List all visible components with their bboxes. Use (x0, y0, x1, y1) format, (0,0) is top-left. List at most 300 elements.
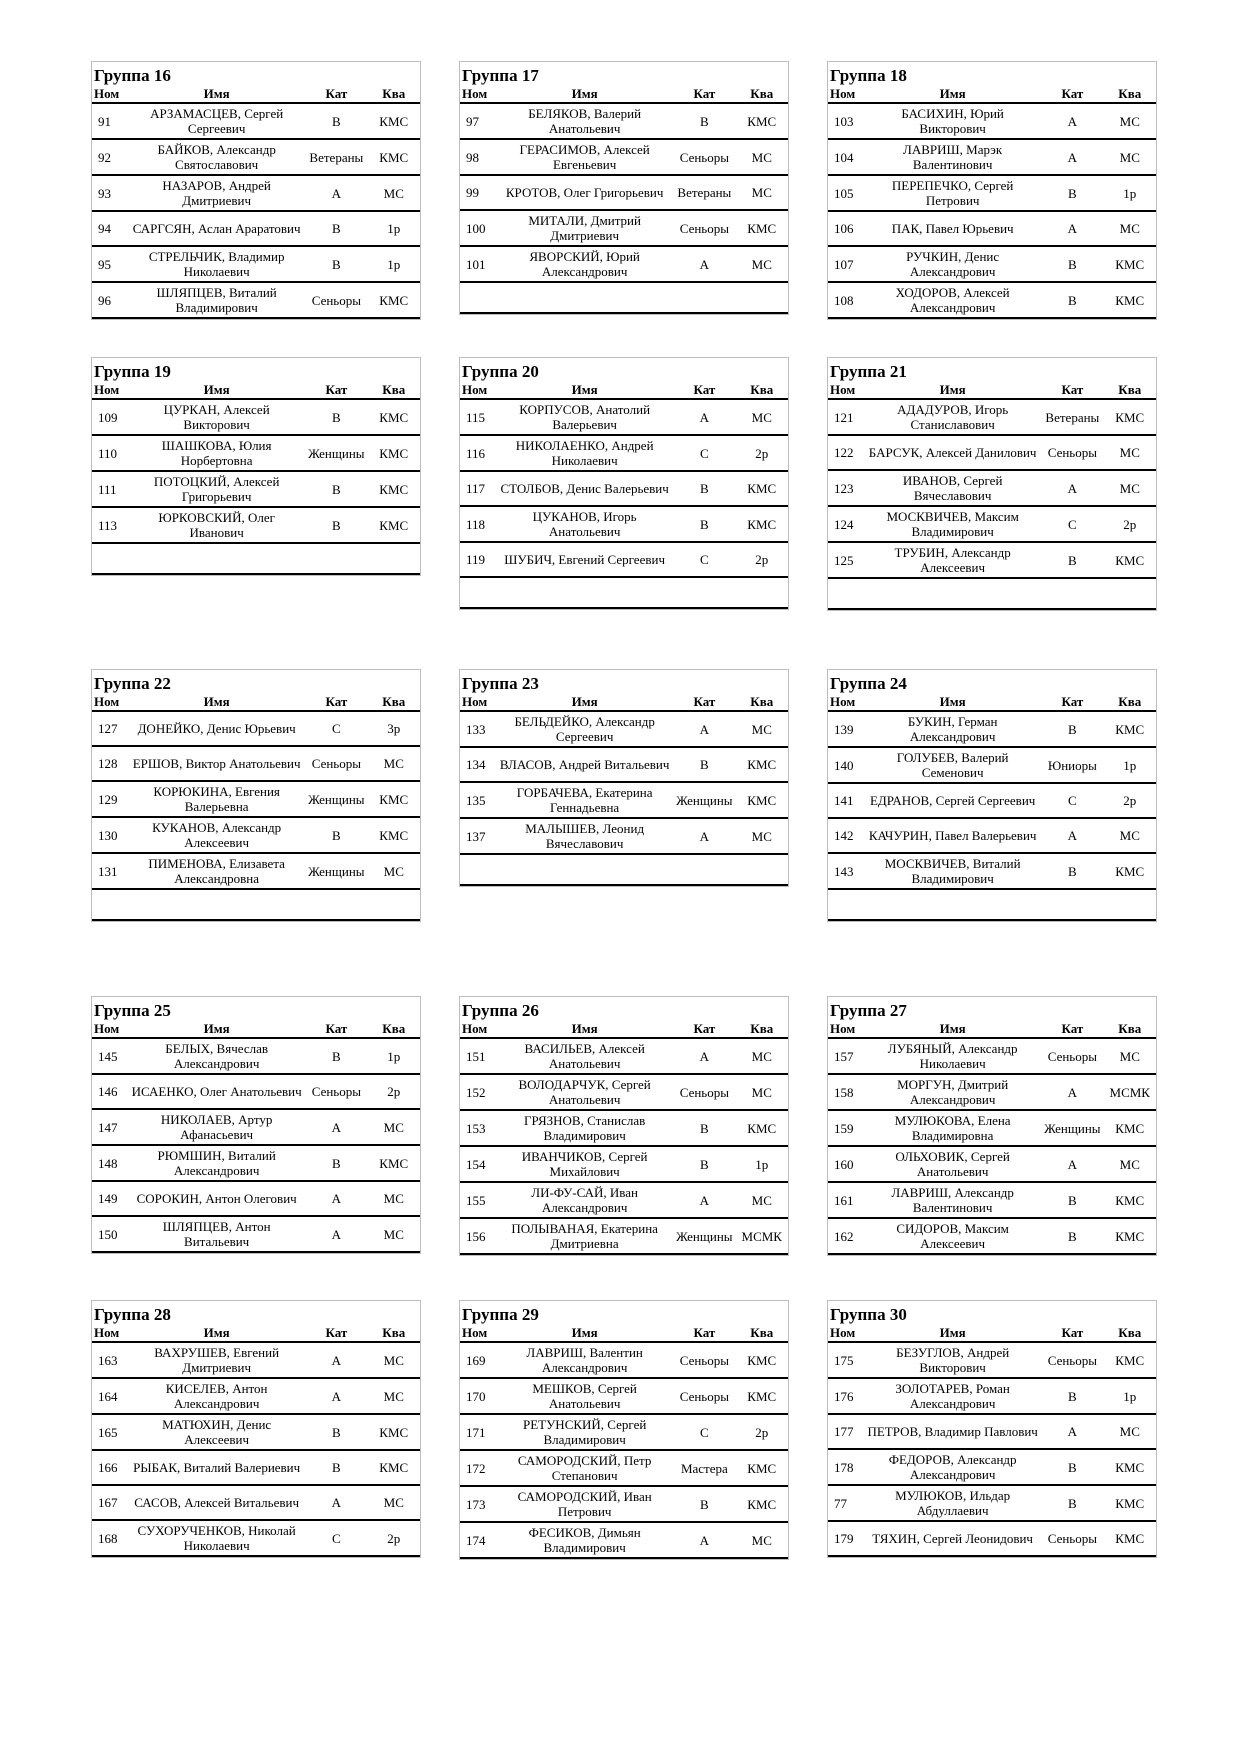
table-row (92, 282, 420, 318)
table-row (828, 853, 1156, 889)
cell-qualification: КМС (1104, 282, 1156, 318)
participants-table (92, 1021, 420, 1253)
cell-category: C (1041, 783, 1103, 818)
cell-num: 105 (828, 175, 864, 211)
cell-name: АДАДУРОВ, Игорь Станиславович (864, 399, 1041, 435)
cell-name: БАЙКОВ, Александр Святославович (128, 139, 305, 175)
cell-name: ОЛЬХОВИК, Сергей Анатольевич (864, 1146, 1041, 1182)
column-header-qual: Ква (368, 1325, 420, 1342)
cell-name: САМОРОДСКИЙ, Петр Степанович (496, 1450, 673, 1486)
cell-qualification: МС (368, 1181, 420, 1216)
cell-qualification: МС (368, 1216, 420, 1252)
column-header-qual: Ква (736, 1325, 788, 1342)
cell-num: 134 (460, 747, 496, 782)
cell-name: БАРСУК, Алексей Данилович (864, 435, 1041, 470)
cell-category: Ветераны (673, 175, 735, 210)
cell-qualification: МС (1104, 818, 1156, 853)
cell-num: 173 (460, 1486, 496, 1522)
table-row (828, 1146, 1156, 1182)
cell-category: A (1041, 1146, 1103, 1182)
empty-cell (92, 543, 420, 574)
cell-name: ЛАВРИШ, Александр Валентинович (864, 1182, 1041, 1218)
cell-num: 93 (92, 175, 128, 211)
table-header-row (92, 1325, 420, 1342)
cell-qualification: МС (736, 139, 788, 175)
group-title: Группа 28 (94, 1305, 171, 1324)
table-row (828, 1038, 1156, 1074)
cell-num: 91 (92, 103, 128, 139)
cell-name: ГОЛУБЕВ, Валерий Семенович (864, 747, 1041, 783)
cell-name: ДОНЕЙКО, Денис Юрьевич (128, 711, 305, 746)
group-card (827, 357, 1157, 611)
cell-num: 153 (460, 1110, 496, 1146)
cell-name: БАСИХИН, Юрий Викторович (864, 103, 1041, 139)
table-row (460, 1182, 788, 1218)
cell-num: 124 (828, 506, 864, 542)
cell-category: Сеньоры (673, 139, 735, 175)
column-header-qual: Ква (736, 694, 788, 711)
cell-category: Сеньоры (1041, 1038, 1103, 1074)
table-row (92, 781, 420, 817)
cell-name: ПЕТРОВ, Владимир Павлович (864, 1414, 1041, 1449)
cell-num: 133 (460, 711, 496, 747)
table-row (828, 1521, 1156, 1556)
cell-qualification: КМС (1104, 1449, 1156, 1485)
table-row (460, 471, 788, 506)
cell-name: НИКОЛАЕНКО, Андрей Николаевич (496, 435, 673, 471)
participants-table (460, 694, 788, 886)
cell-name: ГЕРАСИМОВ, Алексей Евгеньевич (496, 139, 673, 175)
group-card (91, 996, 421, 1254)
group-card (827, 669, 1157, 922)
cell-qualification: КМС (736, 1486, 788, 1522)
group-card (459, 1300, 789, 1560)
cell-category: A (305, 1181, 367, 1216)
cell-qualification: 2р (368, 1520, 420, 1556)
cell-category: Сеньоры (673, 1342, 735, 1378)
table-row (828, 1378, 1156, 1414)
cell-qualification: МС (1104, 1414, 1156, 1449)
cell-name: КОРПУСОВ, Анатолий Валерьевич (496, 399, 673, 435)
cell-qualification: 1р (368, 1038, 420, 1074)
column-header-name: Имя (864, 694, 1041, 711)
cell-name: ЯВОРСКИЙ, Юрий Александрович (496, 246, 673, 282)
cell-num: 103 (828, 103, 864, 139)
cell-num: 164 (92, 1378, 128, 1414)
cell-num: 149 (92, 1181, 128, 1216)
cell-category: B (1041, 1485, 1103, 1521)
cell-name: ЛИ-ФУ-САЙ, Иван Александрович (496, 1182, 673, 1218)
group-title: Группа 17 (462, 66, 539, 85)
cell-category: A (1041, 1414, 1103, 1449)
table-row (828, 711, 1156, 747)
cell-num: 158 (828, 1074, 864, 1110)
cell-num: 96 (92, 282, 128, 318)
cell-name: ПОТОЦКИЙ, Алексей Григорьевич (128, 471, 305, 507)
table-row (460, 139, 788, 175)
cell-qualification: КМС (736, 782, 788, 818)
table-row (460, 1218, 788, 1254)
cell-name: РЕТУНСКИЙ, Сергей Владимирович (496, 1414, 673, 1450)
cell-category: B (1041, 246, 1103, 282)
cell-qualification: МС (368, 1485, 420, 1520)
table-header-row (828, 1325, 1156, 1342)
column-header-qual: Ква (368, 1021, 420, 1038)
group-title: Группа 23 (462, 674, 539, 693)
table-row (92, 1450, 420, 1485)
table-header-row (460, 1021, 788, 1038)
group-card (459, 669, 789, 887)
group-card (459, 996, 789, 1256)
column-header-cat: Кат (673, 1325, 735, 1342)
column-header-num: Ном (828, 382, 864, 399)
cell-qualification: 1р (368, 246, 420, 282)
cell-num: 97 (460, 103, 496, 139)
column-header-cat: Кат (305, 1021, 367, 1038)
table-header-row (92, 1021, 420, 1038)
table-row (460, 1450, 788, 1486)
cell-category: A (673, 399, 735, 435)
cell-num: 161 (828, 1182, 864, 1218)
table-row (92, 1342, 420, 1378)
table-row (828, 747, 1156, 783)
table-row (460, 1038, 788, 1074)
cell-category: A (1041, 470, 1103, 506)
table-row (460, 1486, 788, 1522)
table-row (828, 139, 1156, 175)
cell-category: A (1041, 103, 1103, 139)
cell-qualification: КМС (368, 817, 420, 853)
cell-category: A (673, 711, 735, 747)
cell-category: Сеньоры (673, 1378, 735, 1414)
column-header-cat: Кат (673, 1021, 735, 1038)
cell-name: МОСКВИЧЕВ, Виталий Владимирович (864, 853, 1041, 889)
cell-name: ИВАНОВ, Сергей Вячеславович (864, 470, 1041, 506)
cell-category: A (305, 1109, 367, 1145)
column-header-qual: Ква (736, 382, 788, 399)
table-row (92, 1414, 420, 1450)
cell-num: 169 (460, 1342, 496, 1378)
cell-num: 130 (92, 817, 128, 853)
cell-num: 111 (92, 471, 128, 507)
cell-category: A (1041, 1074, 1103, 1110)
column-header-name: Имя (128, 694, 305, 711)
cell-category: B (1041, 542, 1103, 578)
cell-category: A (673, 1038, 735, 1074)
cell-qualification: КМС (368, 435, 420, 471)
participants-table (460, 1325, 788, 1559)
cell-category: Сеньоры (305, 746, 367, 781)
empty-row (460, 854, 788, 885)
table-row (828, 542, 1156, 578)
table-header-row (92, 382, 420, 399)
cell-name: РЮМШИН, Виталий Александрович (128, 1145, 305, 1181)
cell-qualification: КМС (736, 210, 788, 246)
table-row (92, 853, 420, 889)
cell-qualification: КМС (1104, 1342, 1156, 1378)
cell-category: Женщины (305, 781, 367, 817)
cell-num: 156 (460, 1218, 496, 1254)
column-header-cat: Кат (1041, 382, 1103, 399)
cell-category: A (673, 1522, 735, 1558)
cell-category: A (305, 1485, 367, 1520)
cell-name: ГОРБАЧЕВА, Екатерина Геннадьевна (496, 782, 673, 818)
cell-category: A (305, 1216, 367, 1252)
cell-qualification: МС (736, 246, 788, 282)
group-title: Группа 24 (830, 674, 907, 693)
column-header-name: Имя (128, 382, 305, 399)
cell-qualification: МС (368, 1342, 420, 1378)
group-card (459, 357, 789, 610)
group-card (827, 61, 1157, 320)
table-row (92, 1074, 420, 1109)
cell-name: НИКОЛАЕВ, Артур Афанасьевич (128, 1109, 305, 1145)
table-row (460, 1378, 788, 1414)
cell-category: Ветераны (1041, 399, 1103, 435)
cell-category: B (305, 507, 367, 543)
table-row (828, 1182, 1156, 1218)
cell-category: C (1041, 506, 1103, 542)
cell-qualification: КМС (368, 1450, 420, 1485)
cell-num: 155 (460, 1182, 496, 1218)
cell-qualification: МС (368, 1378, 420, 1414)
cell-qualification: МС (736, 1522, 788, 1558)
cell-num: 139 (828, 711, 864, 747)
cell-name: ЛУБЯНЫЙ, Александр Николаевич (864, 1038, 1041, 1074)
table-row (92, 1485, 420, 1520)
cell-category: Сеньоры (673, 210, 735, 246)
cell-num: 98 (460, 139, 496, 175)
table-row (92, 246, 420, 282)
cell-qualification: КМС (1104, 853, 1156, 889)
table-row (92, 1216, 420, 1252)
column-header-num: Ном (92, 1325, 128, 1342)
table-header-row (92, 86, 420, 103)
table-row (92, 507, 420, 543)
table-row (828, 435, 1156, 470)
table-header-row (460, 382, 788, 399)
cell-category: B (673, 1110, 735, 1146)
cell-name: ЦУРКАН, Алексей Викторович (128, 399, 305, 435)
cell-name: КАЧУРИН, Павел Валерьевич (864, 818, 1041, 853)
cell-category: Сеньоры (305, 282, 367, 318)
column-header-num: Ном (92, 86, 128, 103)
cell-name: ЕДРАНОВ, Сергей Сергеевич (864, 783, 1041, 818)
cell-qualification: КМС (736, 103, 788, 139)
table-row (92, 1181, 420, 1216)
table-row (460, 711, 788, 747)
cell-category: Женщины (1041, 1110, 1103, 1146)
cell-qualification: КМС (368, 471, 420, 507)
cell-num: 109 (92, 399, 128, 435)
empty-row (92, 543, 420, 574)
cell-num: 108 (828, 282, 864, 318)
cell-name: РЫБАК, Виталий Валериевич (128, 1450, 305, 1485)
cell-category: B (305, 211, 367, 246)
group-title: Группа 20 (462, 362, 539, 381)
participants-table (828, 1021, 1156, 1255)
table-row (92, 1145, 420, 1181)
cell-name: СТОЛБОВ, Денис Валерьевич (496, 471, 673, 506)
table-row (828, 1414, 1156, 1449)
cell-name: СОРОКИН, Антон Олегович (128, 1181, 305, 1216)
cell-qualification: МС (736, 399, 788, 435)
cell-category: B (305, 817, 367, 853)
cell-category: B (305, 1145, 367, 1181)
cell-category: Сеньоры (1041, 1342, 1103, 1378)
cell-num: 101 (460, 246, 496, 282)
cell-num: 167 (92, 1485, 128, 1520)
group-title: Группа 18 (830, 66, 907, 85)
cell-num: 77 (828, 1485, 864, 1521)
cell-qualification: 2р (736, 542, 788, 577)
column-header-num: Ном (828, 1021, 864, 1038)
cell-num: 104 (828, 139, 864, 175)
cell-name: МУЛЮКОВ, Ильдар Абдуллаевич (864, 1485, 1041, 1521)
column-header-qual: Ква (1104, 382, 1156, 399)
cell-category: A (673, 818, 735, 854)
participants-table (828, 382, 1156, 610)
table-row (460, 1342, 788, 1378)
table-row (92, 1109, 420, 1145)
cell-qualification: 1р (1104, 1378, 1156, 1414)
cell-category: B (1041, 1449, 1103, 1485)
cell-category: B (305, 1038, 367, 1074)
participants-table (92, 1325, 420, 1557)
table-row (92, 211, 420, 246)
cell-category: B (1041, 1378, 1103, 1414)
column-header-num: Ном (460, 1021, 496, 1038)
column-header-cat: Кат (1041, 1325, 1103, 1342)
column-header-name: Имя (128, 1021, 305, 1038)
cell-name: ПАК, Павел Юрьевич (864, 211, 1041, 246)
table-row (828, 1342, 1156, 1378)
cell-name: ШЛЯПЦЕВ, Виталий Владимирович (128, 282, 305, 318)
cell-category: B (1041, 1182, 1103, 1218)
cell-qualification: МС (368, 853, 420, 889)
table-row (92, 1378, 420, 1414)
column-header-qual: Ква (368, 694, 420, 711)
column-header-cat: Кат (673, 694, 735, 711)
cell-qualification: КМС (368, 399, 420, 435)
cell-name: МОРГУН, Дмитрий Александрович (864, 1074, 1041, 1110)
participants-table (828, 86, 1156, 319)
cell-name: ТРУБИН, Александр Алексеевич (864, 542, 1041, 578)
participants-table (828, 1325, 1156, 1557)
cell-category: B (1041, 1218, 1103, 1254)
cell-name: САМОРОДСКИЙ, Иван Петрович (496, 1486, 673, 1522)
column-header-name: Имя (496, 1021, 673, 1038)
cell-num: 152 (460, 1074, 496, 1110)
cell-qualification: 1р (736, 1146, 788, 1182)
table-row (828, 282, 1156, 318)
table-header-row (92, 694, 420, 711)
cell-num: 131 (92, 853, 128, 889)
cell-qualification: КМС (1104, 1521, 1156, 1556)
table-row (460, 506, 788, 542)
cell-name: ИСАЕНКО, Олег Анатольевич (128, 1074, 305, 1109)
cell-name: МУЛЮКОВА, Елена Владимировна (864, 1110, 1041, 1146)
cell-num: 170 (460, 1378, 496, 1414)
cell-num: 95 (92, 246, 128, 282)
cell-name: ШЛЯПЦЕВ, Антон Витальевич (128, 1216, 305, 1252)
table-header-row (460, 86, 788, 103)
cell-category: Женщины (305, 435, 367, 471)
cell-qualification: МС (736, 1182, 788, 1218)
table-row (828, 103, 1156, 139)
table-row (828, 399, 1156, 435)
cell-category: B (305, 399, 367, 435)
group-title: Группа 21 (830, 362, 907, 381)
participants-table (460, 1021, 788, 1255)
cell-category: B (673, 471, 735, 506)
cell-qualification: КМС (1104, 1218, 1156, 1254)
cell-qualification: КМС (368, 781, 420, 817)
cell-qualification: МС (368, 746, 420, 781)
cell-num: 151 (460, 1038, 496, 1074)
column-header-num: Ном (92, 694, 128, 711)
table-row (828, 1485, 1156, 1521)
table-row (460, 1414, 788, 1450)
cell-qualification: КМС (1104, 246, 1156, 282)
column-header-name: Имя (128, 86, 305, 103)
group-title: Группа 19 (94, 362, 171, 381)
cell-name: ГРЯЗНОВ, Станислав Владимирович (496, 1110, 673, 1146)
empty-row (460, 282, 788, 313)
column-header-qual: Ква (1104, 86, 1156, 103)
cell-qualification: КМС (736, 1110, 788, 1146)
cell-num: 129 (92, 781, 128, 817)
cell-name: АРЗАМАСЦЕВ, Сергей Сергеевич (128, 103, 305, 139)
cell-qualification: МС (1104, 435, 1156, 470)
cell-category: C (305, 711, 367, 746)
cell-category: Сеньоры (1041, 435, 1103, 470)
cell-name: МАТЮХИН, Денис Алексеевич (128, 1414, 305, 1450)
cell-name: ПЕРЕПЕЧКО, Сергей Петрович (864, 175, 1041, 211)
cell-name: СТРЕЛЬЧИК, Владимир Николаевич (128, 246, 305, 282)
table-row (92, 1038, 420, 1074)
cell-qualification: МС (368, 1109, 420, 1145)
cell-num: 148 (92, 1145, 128, 1181)
column-header-qual: Ква (368, 382, 420, 399)
cell-qualification: КМС (736, 1450, 788, 1486)
cell-num: 160 (828, 1146, 864, 1182)
cell-category: C (673, 542, 735, 577)
empty-cell (92, 889, 420, 920)
cell-qualification: КМС (368, 139, 420, 175)
cell-num: 127 (92, 711, 128, 746)
empty-row (460, 577, 788, 608)
cell-name: ЛАВРИШ, Марэк Валентинович (864, 139, 1041, 175)
cell-qualification: КМС (368, 507, 420, 543)
participants-table (460, 86, 788, 314)
column-header-cat: Кат (673, 382, 735, 399)
cell-qualification: МС (1104, 1038, 1156, 1074)
participants-table (460, 382, 788, 609)
table-header-row (828, 86, 1156, 103)
cell-num: 92 (92, 139, 128, 175)
empty-cell (828, 889, 1156, 920)
cell-name: ТЯХИН, Сергей Леонидович (864, 1521, 1041, 1556)
table-row (828, 1449, 1156, 1485)
cell-category: C (305, 1520, 367, 1556)
cell-qualification: МС (736, 711, 788, 747)
empty-row (828, 578, 1156, 609)
group-title: Группа 30 (830, 1305, 907, 1324)
column-header-cat: Кат (305, 1325, 367, 1342)
table-row (460, 1074, 788, 1110)
group-card (827, 1300, 1157, 1558)
